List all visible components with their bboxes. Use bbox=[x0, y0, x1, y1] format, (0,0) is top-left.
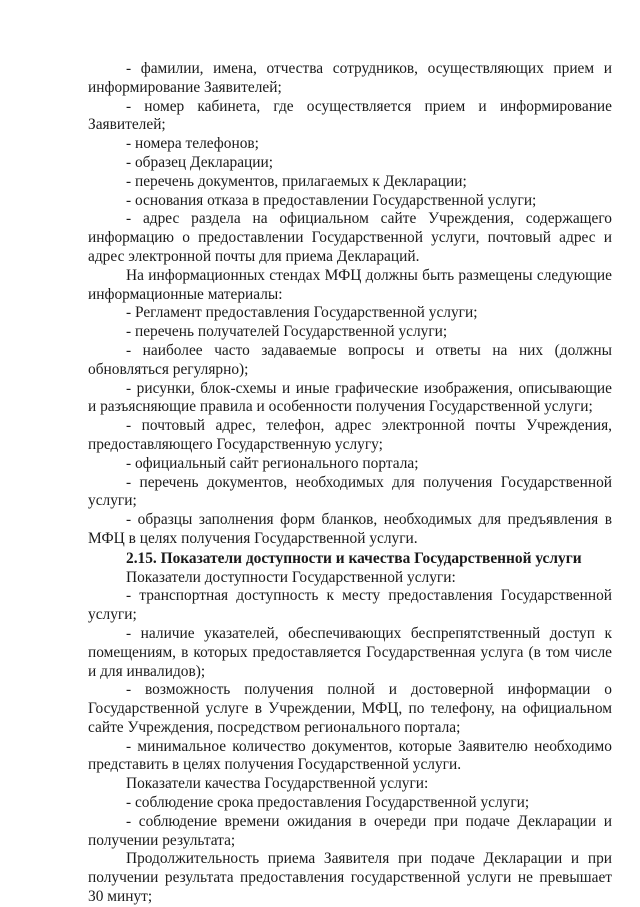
paragraph: Показатели качества Государственной услуги: bbox=[126, 775, 429, 793]
paragraph: - соблюдение времени ожидания в очереди при подаче Декларации и получении результата; bbox=[88, 812, 612, 849]
document-body bbox=[88, 60, 612, 907]
paragraph: На информационных стендах МФЦ должны быть размещены следующие информационные материалы: bbox=[88, 266, 612, 303]
paragraph: - минимальное количество документов, которые Заявителю необходимо представить в целях получения Государственной услуги. bbox=[88, 737, 612, 774]
paragraph: - перечень получателей Государственной услуги; bbox=[126, 323, 448, 341]
paragraph: Показатели доступности Государственной услуги: bbox=[126, 568, 456, 586]
section-heading: 2.15. Показатели доступности и качества Государственной услуги bbox=[126, 549, 582, 567]
paragraph: - возможность получения полной и достоверной информации о Государственной услуге в Учреждении, МФЦ, по телефону, на официальном сайте Учреждения, посредством регионального портала; bbox=[88, 681, 612, 736]
paragraph: - наиболее часто задаваемые вопросы и ответы на них (должны обновляться регулярно); bbox=[88, 341, 612, 378]
paragraph: - основания отказа в предоставлении Государственной услуги; bbox=[126, 191, 537, 209]
paragraph: Продолжительность приема Заявителя при подаче Декларации и при получении результата предоставления государственной услуги не превышает 30 минут; bbox=[88, 850, 612, 906]
paragraph: - перечень документов, прилагаемых к Декларации; bbox=[126, 172, 467, 190]
paragraph: - номер кабинета, где осуществляется прием и информирование Заявителей; bbox=[88, 97, 612, 134]
paragraph: - почтовый адрес, телефон, адрес электронной почты Учреждения, предоставляющего Государственную услугу; bbox=[88, 417, 612, 453]
paragraph: - образцы заполнения форм бланков, необходимых для предъявления в МФЦ в целях получения Государственной услуги. bbox=[88, 511, 612, 547]
paragraph: - соблюдение срока предоставления Государственной услуги; bbox=[126, 794, 530, 812]
paragraph: - официальный сайт регионального портала; bbox=[126, 454, 419, 472]
paragraph: - транспортная доступность к месту предоставления Государственной услуги; bbox=[88, 587, 612, 624]
paragraph: - Регламент предоставления Государственной услуги; bbox=[126, 304, 478, 322]
paragraph: - адрес раздела на официальном сайте Учреждения, содержащего информацию о предоставлении Государственной услуги, почтовый адрес и адрес электронной почты для приема Деклараций. bbox=[88, 210, 612, 265]
paragraph: - наличие указателей, обеспечивающих беспрепятственный доступ к помещениям, в которых предоставляется Государственная услуга (в том числе и для инвалидов); bbox=[88, 624, 612, 680]
paragraph: - фамилии, имена, отчества сотрудников, осуществляющих прием и информирование Заявителей; bbox=[88, 60, 612, 96]
paragraph: - образец Декларации; bbox=[126, 153, 274, 171]
paragraph: - номера телефонов; bbox=[126, 135, 259, 153]
paragraph: - рисунки, блок-схемы и иные графические изображения, описывающие и разъясняющие правила и особенности получения Государственной услуги; bbox=[88, 379, 612, 416]
paragraph: - перечень документов, необходимых для получения Государственной услуги; bbox=[88, 473, 612, 510]
